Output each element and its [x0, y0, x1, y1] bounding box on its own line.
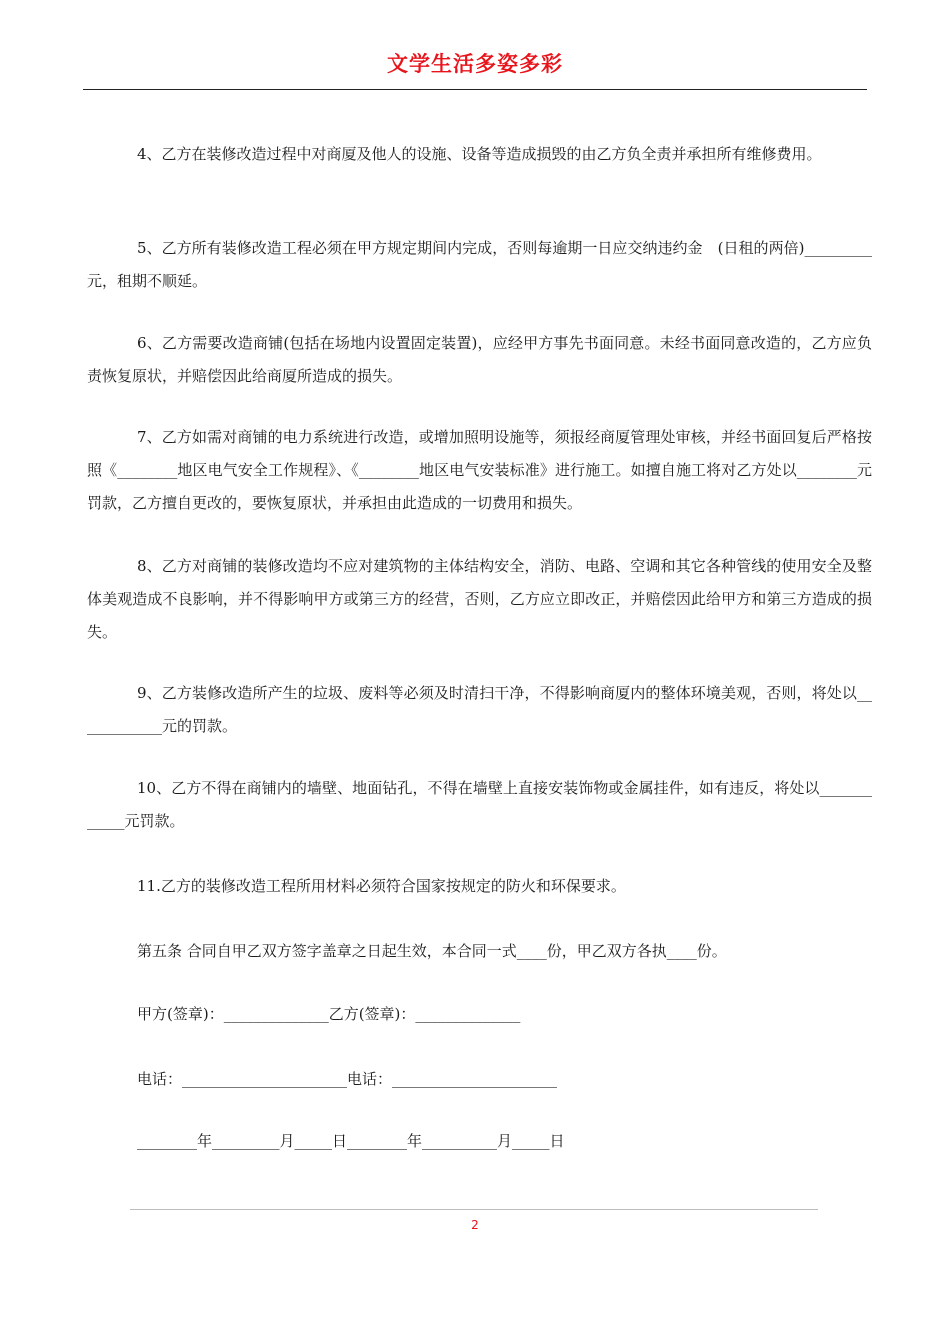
date-line: ________年_________月_____日________年__________月_____日: [137, 1132, 565, 1150]
page-number: 2: [471, 1218, 479, 1232]
clause-4: 4、乙方在装修改造过程中对商厦及他人的设施、设备等造成损毁的由乙方负全责并承担所有维修费用。: [137, 145, 822, 163]
clause-10: 10、乙方不得在商铺内的墙壁、地面钻孔，不得在墙壁上直接安装饰物或金属挂件，如有违反，将处以____________元罚款。: [87, 779, 872, 830]
clause-7: 7、乙方如需对商铺的电力系统进行改造，或增加照明设施等，须报经商厦管理处审核，并经书面回复后严格按照《________地区电气安全工作规程》、《________地区电气安装标准》进行施工。如擅自施工将对乙方处以________元罚款，乙方擅自更改的，要恢复原状，并承担由此造成的一切费用和损失。: [87, 428, 872, 512]
clause-8: 8、乙方对商铺的装修改造均不应对建筑物的主体结构安全，消防、电路、空调和其它各种管线的使用安全及整体美观造成不良影响，并不得影响甲方或第三方的经营，否则，乙方应立即改正，并赔偿因此给甲方和第三方造成的损失。: [87, 557, 872, 641]
clause-6: 6、乙方需要改造商铺(包括在场地内设置固定装置)，应经甲方事先书面同意。未经书面同意改造的，乙方应负责恢复原状，并赔偿因此给商厦所造成的损失。: [87, 334, 872, 385]
header-divider: [83, 89, 867, 90]
phone-line: 电话：______________________电话：______________________: [137, 1070, 558, 1088]
article-5-effective-clause: 第五条 合同自甲乙双方签字盖章之日起生效，本合同一式____份，甲乙双方各执____份。: [137, 942, 727, 960]
signature-line: 甲方(签章)：______________乙方(签章)：______________: [137, 1005, 521, 1023]
page-header-title: 文学生活多姿多彩: [387, 52, 563, 76]
clause-5: 5、乙方所有装修改造工程必须在甲方规定期间内完成，否则每逾期一日应交纳违约金 (日租的两倍)_________元，租期不顺延。: [87, 239, 872, 290]
footer-divider: [130, 1209, 818, 1210]
clause-11: 11.乙方的装修改造工程所用材料必须符合国家按规定的防火和环保要求。: [137, 877, 626, 895]
clause-9: 9、乙方装修改造所产生的垃圾、废料等必须及时清扫干净，不得影响商厦内的整体环境美观，否则，将处以____________元的罚款。: [87, 684, 872, 735]
